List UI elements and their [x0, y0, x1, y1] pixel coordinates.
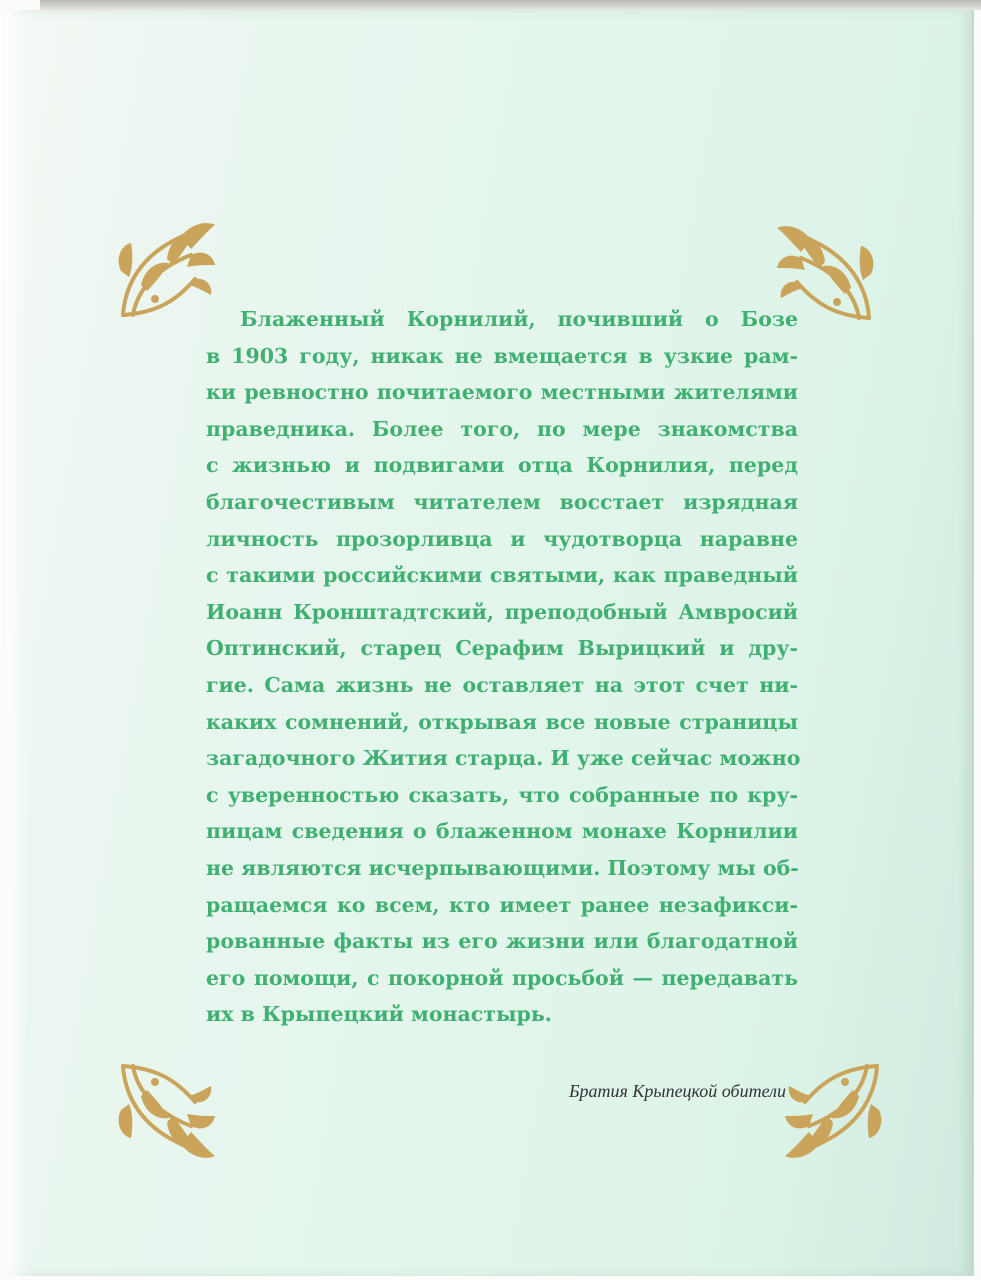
text-line: их в Крыпецкий монастырь.	[206, 1002, 552, 1027]
text-line: не являются исчерпывающими. Поэтому мы об-	[206, 855, 799, 880]
text-line: личность прозорливца и чудотворца наравне	[206, 526, 798, 551]
text-line: рованные факты из его жизни или благодатной	[206, 929, 798, 954]
main-paragraph	[206, 301, 801, 1033]
text-line: ращаемся ко всем, кто имеет ранее незафикси-	[206, 892, 798, 917]
scanner-edge	[40, 0, 981, 10]
lily-corner-ornament-bottom-right	[779, 1056, 889, 1166]
text-line: благочестивым читателем восстает изрядная	[206, 489, 798, 514]
lily-corner-ornament-bottom-left	[111, 1056, 221, 1166]
text-line: с жизнью и подвигами отца Корнилия, перед	[206, 453, 798, 478]
text-line: с такими российскими святыми, как праведный	[206, 563, 798, 588]
text-line: праведника. Более того, по мере знакомства	[206, 416, 798, 441]
text-line: пицам сведения о блаженном монахе Корнилии	[206, 819, 798, 844]
text-line: Иоанн Кронштадтский, преподобный Амвросий	[206, 599, 798, 624]
text-line: ки ревностно почитаемого местными жителями	[206, 380, 798, 405]
text-line: в 1903 году, никак не вмещается в узкие рам-	[206, 343, 798, 368]
text-line: гие. Сама жизнь не оставляет на этот счет ни-	[206, 672, 798, 697]
signature: Братия Крыпецкой обители	[568, 1081, 786, 1101]
text-line: загадочного Жития старца. И уже сейчас можно	[206, 746, 801, 771]
text-line: его помощи, с покорной просьбой — передавать	[206, 965, 798, 990]
lily-corner-ornament-top-left	[111, 215, 221, 325]
text-line: Блаженный Корнилий, почивший о Бозе	[240, 307, 798, 331]
text-line: каких сомнений, открывая все новые страницы	[206, 709, 798, 734]
book-page	[6, 10, 974, 1276]
text-line: с уверенностью сказать, что собранные по кру-	[206, 782, 798, 807]
text-line: Оптинский, старец Серафим Вырицкий и дру-	[206, 636, 798, 661]
